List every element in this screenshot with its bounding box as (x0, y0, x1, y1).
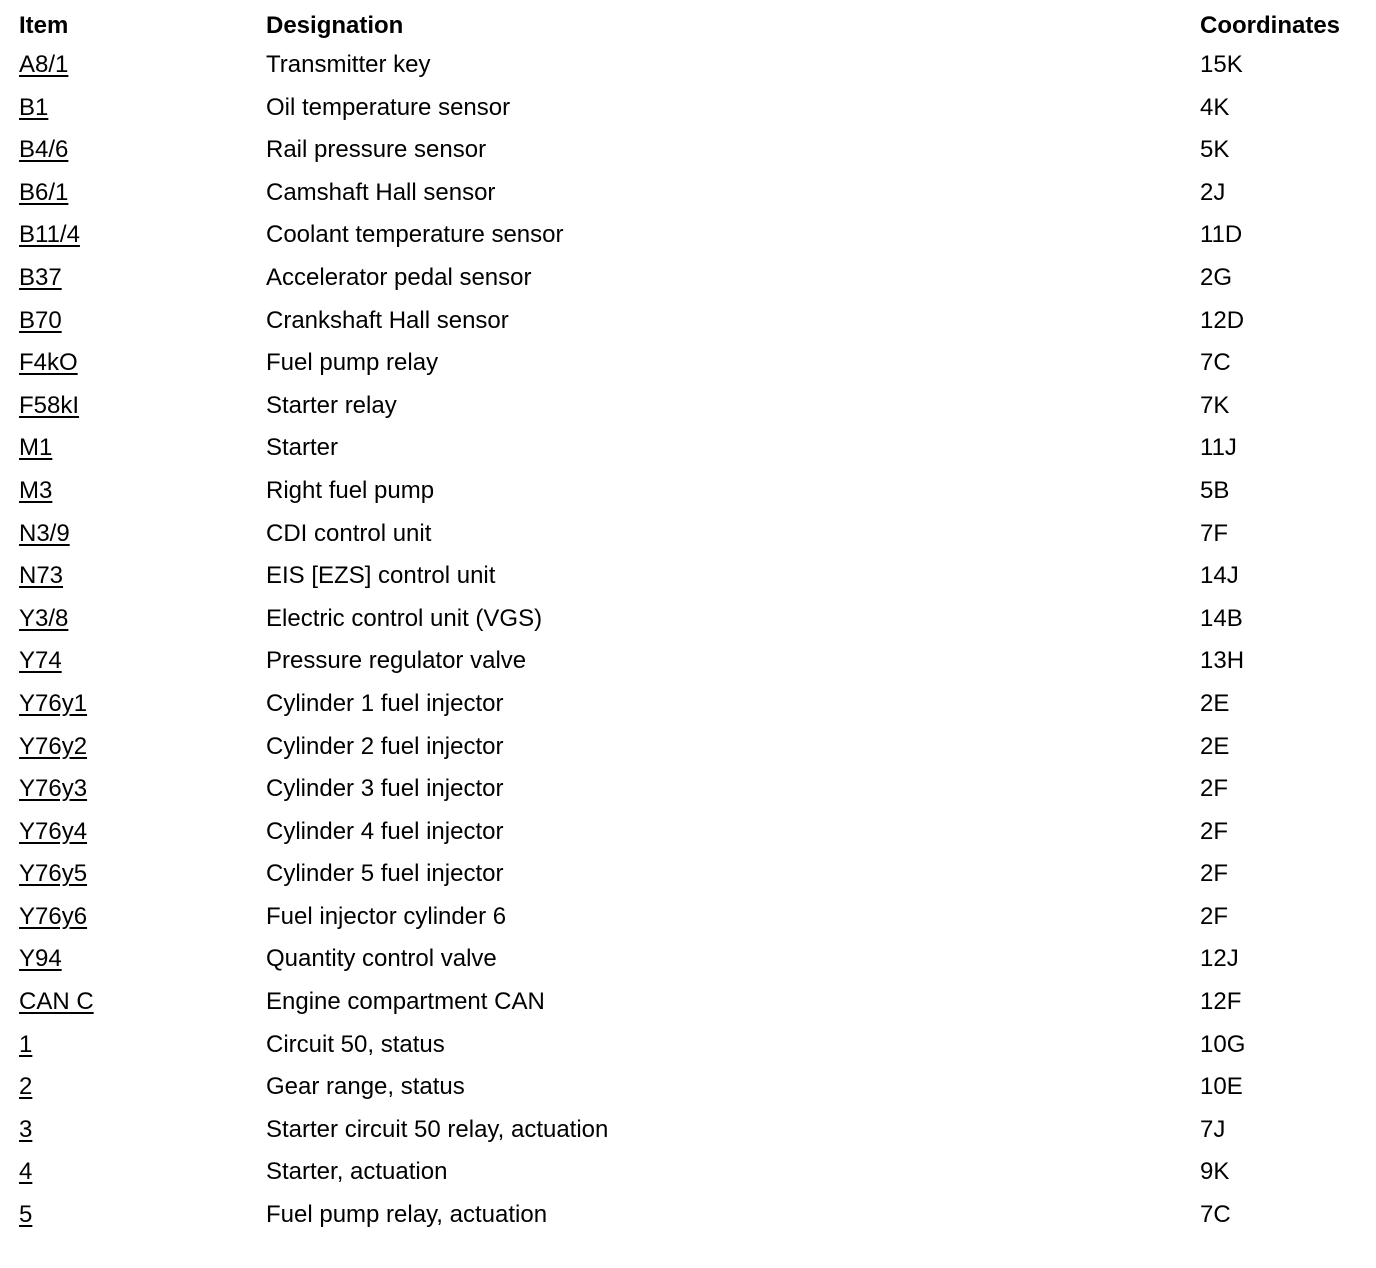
designation-cell: Engine compartment CAN (266, 988, 545, 1016)
designation-cell: Cylinder 3 fuel injector (266, 775, 504, 803)
table-row (0, 1194, 1376, 1237)
table-row (0, 640, 1376, 683)
item-link[interactable]: B1 (19, 93, 49, 121)
table-row (0, 1109, 1376, 1152)
item-link[interactable]: CAN C (19, 988, 94, 1016)
designation-cell: Quantity control valve (266, 945, 497, 973)
table-body (0, 44, 1376, 1237)
coordinates-cell: 2E (1200, 732, 1230, 760)
designation-cell: Starter relay (266, 391, 397, 419)
table-row (0, 87, 1376, 130)
item-link[interactable]: Y94 (19, 945, 62, 973)
designation-cell: Circuit 50, status (266, 1030, 445, 1058)
item-link[interactable]: B4/6 (19, 136, 69, 164)
coordinates-cell: 12F (1200, 988, 1242, 1016)
designation-cell: Starter (266, 434, 339, 462)
item-link[interactable]: Y74 (19, 647, 62, 675)
table-row (0, 726, 1376, 769)
coordinates-cell: 10G (1200, 1030, 1246, 1058)
table-row (0, 683, 1376, 726)
item-link[interactable]: Y76y1 (19, 689, 88, 717)
table-row (0, 811, 1376, 854)
header-item: Item (19, 12, 69, 39)
table-row (0, 853, 1376, 896)
designation-cell: Rail pressure sensor (266, 136, 487, 164)
designation-cell: Fuel pump relay, actuation (266, 1201, 548, 1229)
designation-cell: Cylinder 2 fuel injector (266, 732, 504, 760)
item-link[interactable]: M3 (19, 476, 53, 504)
coordinates-cell: 7C (1200, 1201, 1231, 1229)
table-row (0, 1024, 1376, 1067)
item-link[interactable]: 4 (19, 1158, 33, 1186)
coordinates-cell: 2F (1200, 860, 1229, 888)
designation-cell: Starter, actuation (266, 1158, 448, 1186)
table-row (0, 300, 1376, 343)
coordinates-cell: 2E (1200, 689, 1230, 717)
table-row (0, 981, 1376, 1024)
designation-cell: Accelerator pedal sensor (266, 263, 532, 291)
coordinates-cell: 11D (1200, 221, 1243, 249)
table-row (0, 257, 1376, 300)
coordinates-cell: 2F (1200, 775, 1229, 803)
designation-cell: Cylinder 1 fuel injector (266, 689, 504, 717)
table-row (0, 427, 1376, 470)
item-link[interactable]: Y76y3 (19, 775, 88, 803)
designation-cell: Starter circuit 50 relay, actuation (266, 1115, 609, 1143)
coordinates-cell: 11J (1200, 434, 1237, 462)
designation-cell: Camshaft Hall sensor (266, 178, 496, 206)
item-link[interactable]: B6/1 (19, 178, 69, 206)
coordinates-cell: 2F (1200, 817, 1229, 845)
designation-cell: Oil temperature sensor (266, 93, 511, 121)
item-link[interactable]: B37 (19, 263, 62, 291)
coordinates-cell: 14B (1200, 604, 1243, 632)
header-designation: Designation (266, 12, 404, 39)
table-row (0, 1066, 1376, 1109)
coordinates-cell: 15K (1200, 51, 1243, 78)
item-link[interactable]: M1 (19, 434, 53, 462)
table-row (0, 768, 1376, 811)
item-link[interactable]: 5 (19, 1201, 33, 1229)
coordinates-cell: 12D (1200, 306, 1245, 334)
coordinates-cell: 7F (1200, 519, 1229, 547)
item-link[interactable]: 1 (19, 1030, 33, 1058)
item-link[interactable]: N3/9 (19, 519, 70, 547)
coordinates-cell: 2G (1200, 263, 1233, 291)
coordinates-cell: 7C (1200, 349, 1231, 377)
table-row (0, 172, 1376, 215)
designation-cell: Electric control unit (VGS) (266, 604, 543, 632)
coordinates-cell: 5B (1200, 476, 1230, 504)
coordinates-cell: 2F (1200, 902, 1229, 930)
coordinates-cell: 7K (1200, 391, 1230, 419)
designation-cell: Pressure regulator valve (266, 647, 527, 675)
table-row (0, 938, 1376, 981)
coordinates-cell: 5K (1200, 136, 1230, 164)
table-row (0, 385, 1376, 428)
item-link[interactable]: Y76y4 (19, 817, 88, 845)
coordinates-cell: 7J (1200, 1115, 1226, 1143)
coordinates-cell: 4K (1200, 93, 1230, 121)
designation-cell: Cylinder 5 fuel injector (266, 860, 504, 888)
item-link[interactable]: Y76y2 (19, 732, 88, 760)
coordinates-cell: 10E (1200, 1073, 1243, 1101)
item-link[interactable]: N73 (19, 562, 64, 590)
designation-cell: Gear range, status (266, 1073, 465, 1101)
item-link[interactable]: F4kO (19, 349, 78, 377)
table-row (0, 896, 1376, 939)
designation-cell: Fuel injector cylinder 6 (266, 902, 507, 930)
coordinates-cell: 12J (1200, 945, 1239, 973)
coordinates-cell: 13H (1200, 647, 1245, 675)
table-row (0, 44, 1376, 87)
designation-cell: Right fuel pump (266, 476, 435, 504)
item-link[interactable]: A8/1 (19, 51, 69, 78)
designation-cell: EIS [EZS] control unit (266, 562, 496, 590)
item-link[interactable]: Y3/8 (19, 604, 69, 632)
table-header (0, 0, 1376, 46)
designation-cell: Cylinder 4 fuel injector (266, 817, 504, 845)
table-row (0, 598, 1376, 641)
table-row (0, 214, 1376, 257)
item-link[interactable]: Y76y5 (19, 860, 88, 888)
designation-cell: Transmitter key (266, 51, 431, 78)
designation-cell: Fuel pump relay (266, 349, 439, 377)
table-row (0, 342, 1376, 385)
coordinates-cell: 9K (1200, 1158, 1230, 1186)
table-row (0, 1151, 1376, 1194)
item-link[interactable]: B70 (19, 306, 62, 334)
table-row (0, 555, 1376, 598)
item-link[interactable]: 2 (19, 1073, 33, 1101)
table-row (0, 513, 1376, 556)
table-row (0, 129, 1376, 172)
designation-cell: CDI control unit (266, 519, 432, 547)
coordinates-cell: 14J (1200, 562, 1239, 590)
item-link[interactable]: 3 (19, 1115, 33, 1143)
coordinates-cell: 2J (1200, 178, 1226, 206)
item-link[interactable]: B11/4 (19, 221, 80, 249)
designation-cell: Coolant temperature sensor (266, 221, 564, 249)
item-link[interactable]: F58kI (19, 391, 80, 419)
item-link[interactable]: Y76y6 (19, 902, 88, 930)
header-coordinates: Coordinates (1200, 12, 1341, 39)
table-row (0, 470, 1376, 513)
designation-cell: Crankshaft Hall sensor (266, 306, 509, 334)
